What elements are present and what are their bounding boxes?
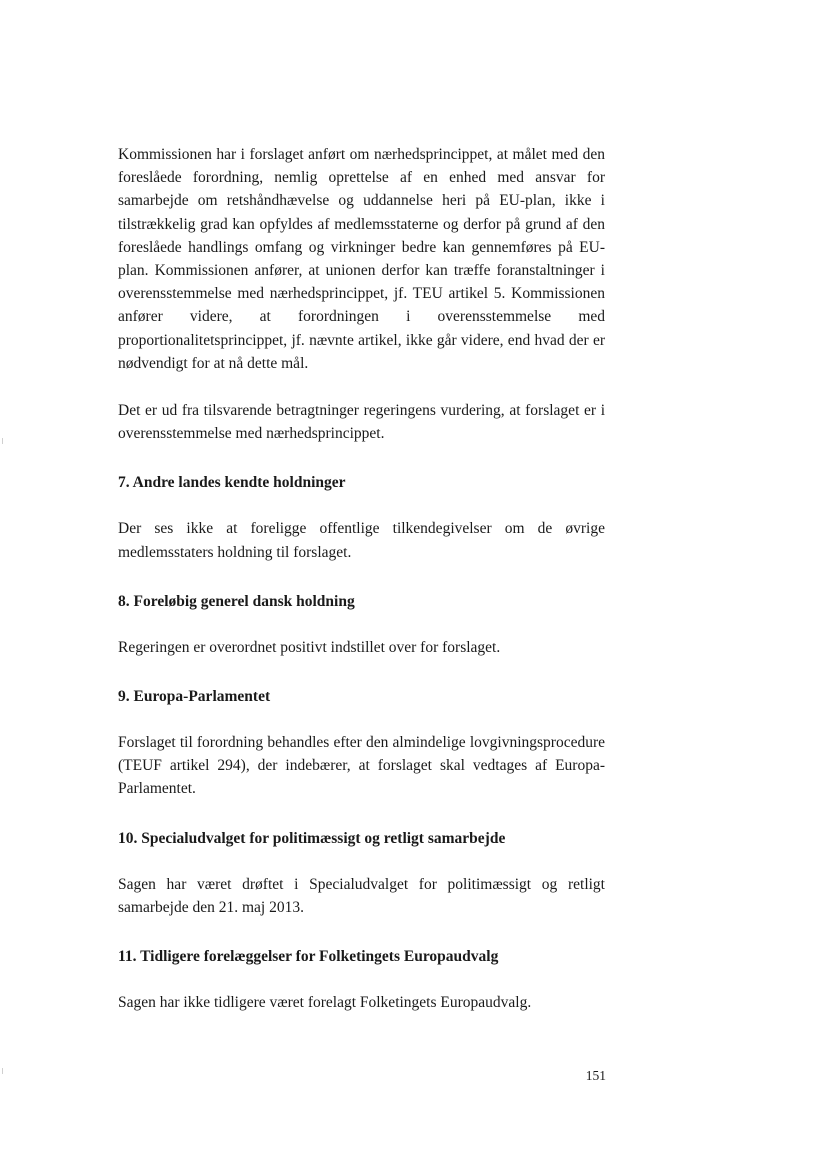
section-text-11: Sagen har ikke tidligere været forelagt Folketingets Europaudvalg. (118, 994, 532, 1012)
paragraph-subsidiarity-government: Det er ud fra tilsvarende betragtninger regeringens vurdering, at forslaget er i overensstemmelse med nærhedsprincippet. (118, 402, 605, 443)
section-text-7: Der ses ikke at foreligge offentlige tilkendegivelser om de øvrige medlemsstaters holdning til forslaget. (118, 520, 605, 561)
section-text-10: Sagen har været drøftet i Specialudvalget for politimæssigt og retligt samarbejde den 21. maj 2013. (118, 875, 605, 916)
section-text-8: Regeringen er overordnet positivt indstillet over for forslaget. (118, 638, 501, 656)
section-heading-7: 7. Andre landes kendte holdninger (118, 474, 346, 492)
document-body (118, 143, 605, 1014)
page-number: 151 (585, 1068, 606, 1083)
section-heading-10: 10. Specialudvalget for politimæssigt og retligt samarbejde (118, 829, 506, 847)
scan-edge-mark (2, 438, 3, 444)
section-text-9: Forslaget til forordning behandles efter den almindelige lovgivningsprocedure (TEUF artikel 294), der indebærer, at forslaget skal vedtages af Europa-Parlamentet. (118, 734, 605, 798)
section-heading-8: 8. Foreløbig generel dansk holdning (118, 592, 355, 610)
section-heading-11: 11. Tidligere forelæggelser for Folketingets Europaudvalg (118, 948, 499, 966)
section-heading-9: 9. Europa-Parlamentet (118, 688, 271, 706)
scan-edge-mark (2, 1068, 3, 1074)
paragraph-subsidiarity-commission: Kommissionen har i forslaget anført om nærhedsprincippet, at målet med den foreslåede forordning, nemlig oprettelse af en enhed med ansvar for samarbejde om retshåndhævelse og uddannelse heri på EU-plan, ikke i tilstrækkelig grad kan opfyldes af medlemsstaterne og derfor på grund af den foreslåede handlings omfang og virkninger bedre kan gennemføres på EU-plan. Kommissionen anfører, at unionen derfor kan træffe foranstaltninger i overensstemmelse med nærhedsprincippet, jf. TEU artikel 5. Kommissionen anfører videre, at forordningen i overensstemmelse med proportionalitetsprincippet, jf. nævnte artikel, ikke går videre, end hvad der er nødvendigt for at nå dette mål. (118, 146, 605, 372)
